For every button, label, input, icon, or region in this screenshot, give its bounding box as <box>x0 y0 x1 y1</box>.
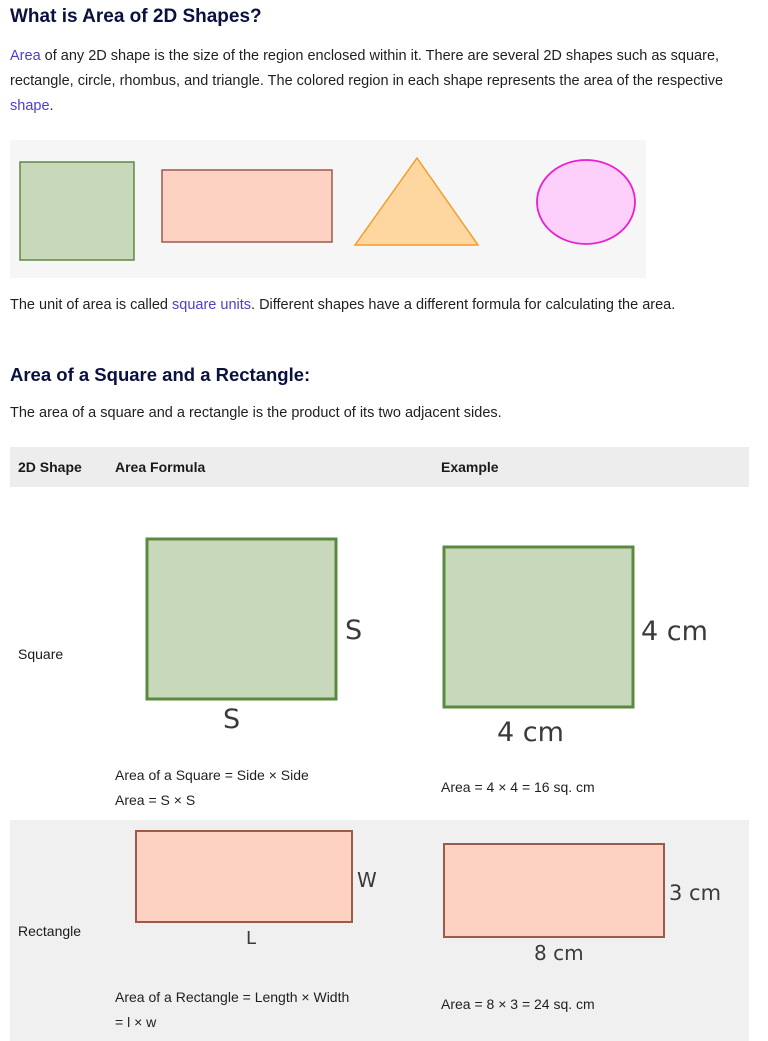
square-side-label-bottom: S <box>223 704 241 735</box>
square-name: Square <box>18 645 64 662</box>
area-table <box>10 447 749 1041</box>
rectangle-example-shape <box>444 844 664 937</box>
unit-paragraph <box>10 293 750 318</box>
section-paragraph: The area of a square and a rectangle is the product of its two adjacent sides. <box>10 405 502 421</box>
rectangle-formula-cell <box>115 820 441 1041</box>
square-name-cell <box>10 487 115 820</box>
page-title: What is Area of 2D Shapes? <box>10 6 262 27</box>
shapes-svg <box>10 140 646 278</box>
header-area-formula: Area Formula <box>115 447 441 487</box>
table-row-rectangle <box>10 820 749 1041</box>
square-example-label-bottom: 4 cm <box>497 717 564 748</box>
header-2d-shape: 2D Shape <box>10 447 115 487</box>
table-header-row <box>10 447 749 487</box>
area-link[interactable]: Area <box>10 48 41 64</box>
rectangle-shape <box>162 170 332 242</box>
square-side-label-right: S <box>345 615 363 646</box>
rectangle-formula-line-2: = l × w <box>115 1014 157 1030</box>
rectangle-example-label-bottom: 8 cm <box>534 941 584 965</box>
rectangle-example-label-right: 3 cm <box>669 881 722 905</box>
rectangle-side-label-bottom: L <box>246 928 257 949</box>
circle-shape <box>537 160 635 244</box>
shape-link[interactable]: shape <box>10 98 50 114</box>
rectangle-formula-shape <box>136 831 352 922</box>
rectangle-example-cell <box>441 820 749 1041</box>
intro-text-2: . <box>49 98 54 114</box>
rectangle-example-text: Area = 8 × 3 = 24 sq. cm <box>441 996 595 1012</box>
square-shape <box>20 162 134 260</box>
square-formula-line-2: Area = S × S <box>115 792 196 808</box>
unit-text-2: . Different shapes have a different formula for calculating the area. <box>251 297 676 313</box>
square-example-label-right: 4 cm <box>641 616 708 647</box>
rectangle-side-label-right: W <box>357 868 377 892</box>
intro-paragraph <box>10 44 750 119</box>
square-example-diagram <box>441 487 749 820</box>
triangle-shape <box>355 158 478 245</box>
unit-text-1: The unit of area is called <box>10 297 173 313</box>
intro-text-1: of any 2D shape is the size of the region enclosed within it. There are several 2D shapes such as square, rectangle, circle, rhombus, and triangle. The colored region in each shape represents the area of the respective <box>10 48 724 89</box>
shapes-illustration <box>10 140 646 278</box>
square-formula-shape <box>147 539 336 699</box>
header-example: Example <box>441 447 749 487</box>
square-example-text: Area = 4 × 4 = 16 sq. cm <box>441 779 595 795</box>
rectangle-name: Rectangle <box>18 922 82 939</box>
rectangle-formula-line-1: Area of a Rectangle = Length × Width <box>115 989 350 1005</box>
rectangle-name-cell <box>10 820 115 1041</box>
table-row-square <box>10 487 749 820</box>
square-example-cell <box>441 487 749 820</box>
section-heading: Area of a Square and a Rectangle: <box>10 364 311 385</box>
square-example-shape <box>444 547 633 707</box>
square-units-link[interactable]: square units <box>172 297 252 313</box>
square-formula-line-1: Area of a Square = Side × Side <box>115 767 309 783</box>
square-formula-cell <box>115 487 441 820</box>
